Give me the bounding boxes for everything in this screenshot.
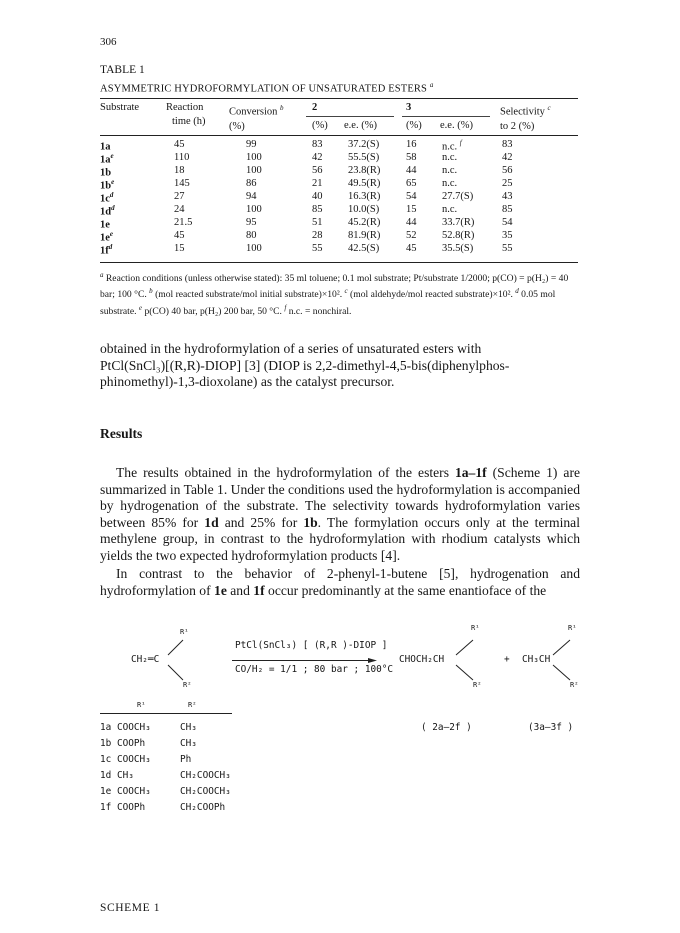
scheme-product-alkane: CH₃CH bbox=[522, 654, 551, 665]
table-row: 1a 45 99 83 37.2(S) 16 n.c. $^f$ 83 bbox=[100, 139, 513, 153]
scheme-plus: + bbox=[504, 654, 510, 665]
list-item-r2: CH₂COOCH₃ bbox=[180, 770, 231, 781]
list-item: 1f COOPh bbox=[100, 802, 146, 813]
scheme-r1-product-3: R¹ bbox=[568, 624, 577, 632]
list-item-r2: CH₃ bbox=[180, 738, 197, 749]
scheme-label: SCHEME 1 bbox=[100, 902, 161, 914]
table-bottom-rule bbox=[100, 262, 578, 263]
list-item-r2: CH₂COOPh bbox=[180, 802, 226, 813]
header-subrule-2 bbox=[306, 116, 394, 117]
list-item: 1b COOPh bbox=[100, 738, 146, 749]
list-item-r2: Ph bbox=[180, 754, 192, 765]
list-item: 1e COOCH₃ bbox=[100, 786, 151, 797]
table-top-rule bbox=[100, 98, 578, 99]
section-heading-results: Results bbox=[100, 426, 143, 441]
header-ee-2: e.e. (%) bbox=[344, 120, 377, 131]
results-paragraph-2: In contrast to the behavior of 2-phenyl-1-butene [5], hydrogenation and hydroformylation of 1e and 1f occur predominantly at the same enantioface of the bbox=[100, 566, 580, 598]
scheme-r2-product-3: R² bbox=[570, 681, 579, 689]
table-row: $1a^e$ 110 100 42 55.5(S) 58 n.c. 42 bbox=[100, 152, 513, 166]
scheme-catalyst: PtCl(SnCl₃) [ (R,R )-DIOP ] bbox=[235, 640, 388, 651]
scheme-legend-rule bbox=[100, 713, 232, 714]
intro-paragraph: obtained in the hydroformylation of a series of unsaturated esters with PtCl(SnCl₃)[(R,R)-DIOP] [3] (DIOP is 2,2-dimethyl-4,5-bis(diphenylphos- phinomethyl)-1,3-dioxolane) as the catalyst precursor. bbox=[100, 341, 510, 390]
list-item: 1a COOCH₃ bbox=[100, 722, 151, 733]
table-row: $1f^d$ 15 100 55 42.5(S) 45 35.5(S) 55 bbox=[100, 243, 513, 257]
scheme-r1-left: R¹ bbox=[180, 628, 189, 636]
table-label: TABLE 1 bbox=[100, 64, 145, 76]
table-footnotes: $^a$ Reaction conditions (unless otherwise stated): 35 ml toluene; 0.1 mol substrate; Pt/substrate 1/2000; p(CO) = p(H₂) = 40 bar; 100 °C. $^b$ (mol reacted substrate/mol initial substrate)×10². $^c$ (mol aldehyde/mol reacted substrate)×10². $^d$ 0.05 mol substrate. $^e$ p(CO) 40 bar, p(H₂) 200 bar, 50 °C. $^f$ n.c. = nonchiral. bbox=[100, 271, 569, 317]
header-pct-3: (%) bbox=[406, 120, 422, 131]
scheme-product-label-2: ( 2a–2f ) bbox=[421, 722, 472, 733]
scheme-r2-product-2: R² bbox=[473, 681, 482, 689]
header-ee-3: e.e. (%) bbox=[440, 120, 473, 131]
table-row: $1c^d$ 27 94 40 16.3(R) 54 27.7(S) 43 bbox=[100, 191, 513, 205]
list-item-r2: CH₂COOCH₃ bbox=[180, 786, 231, 797]
table-row: $1e^e$ 45 80 28 81.9(R) 52 52.8(R) 35 bbox=[100, 230, 513, 244]
scheme-r1-product-2: R¹ bbox=[471, 624, 480, 632]
scheme-r2-left: R² bbox=[183, 681, 192, 689]
results-paragraph-1: The results obtained in the hydroformylation of the esters 1a–1f (Scheme 1) are summarized in Table 1. Under the conditions used the hydroformylation is accompanied by hydrogenation of the substrate. The selectivity towards hydroformylation varies between 85% for 1d and 25% for 1b. The formylation occurs only at the terminal methylene group, in contrast to the hydroformylation with rhodium catalysts which yields the two expected hydroformylation products [4]. bbox=[100, 465, 580, 563]
header-reaction: Reaction time (h) bbox=[166, 102, 206, 127]
table-row: 1e 21.5 95 51 45.2(R) 44 33.7(R) 54 bbox=[100, 217, 513, 231]
list-item: 1c COOCH₃ bbox=[100, 754, 151, 765]
header-selectivity: Selectivity $^c$ to 2 (%) bbox=[500, 104, 551, 132]
table-title: ASYMMETRIC HYDROFORMYLATION OF UNSATURATED ESTERS $^a$ bbox=[100, 81, 434, 95]
scheme-legend-header-r2: R² bbox=[188, 701, 197, 709]
table-row: $1b^e$ 145 86 21 49.5(R) 65 n.c. 25 bbox=[100, 178, 513, 192]
header-pct-2: (%) bbox=[312, 120, 328, 131]
list-item: 1d CH₃ bbox=[100, 770, 134, 781]
header-subrule-3 bbox=[402, 116, 490, 117]
scheme-substrate: CH₂═C bbox=[131, 654, 160, 665]
header-substrate: Substrate bbox=[100, 102, 140, 113]
table-title-mark: a bbox=[429, 81, 434, 89]
header-product-3: 3 bbox=[406, 102, 412, 113]
table-row: 1b 18 100 56 23.8(R) 44 n.c. 56 bbox=[100, 165, 513, 179]
scheme-legend-header-r1: R¹ bbox=[137, 701, 146, 709]
scheme-product-aldehyde: CHOCH₂CH bbox=[399, 654, 445, 665]
table-header-rule bbox=[100, 135, 578, 136]
list-item-r2: CH₃ bbox=[180, 722, 197, 733]
page-number: 306 bbox=[100, 36, 117, 48]
scheme-arrow bbox=[232, 660, 372, 661]
header-product-2: 2 bbox=[312, 102, 318, 113]
scheme-product-label-3: (3a–3f ) bbox=[528, 722, 574, 733]
header-conversion: Conversion $^b$ (%) bbox=[229, 104, 284, 132]
table-row: $1d^d$ 24 100 85 10.0(S) 15 n.c. 85 bbox=[100, 204, 513, 218]
scheme-conditions: CO/H₂ = 1/1 ; 80 bar ; 100°C bbox=[235, 664, 394, 675]
